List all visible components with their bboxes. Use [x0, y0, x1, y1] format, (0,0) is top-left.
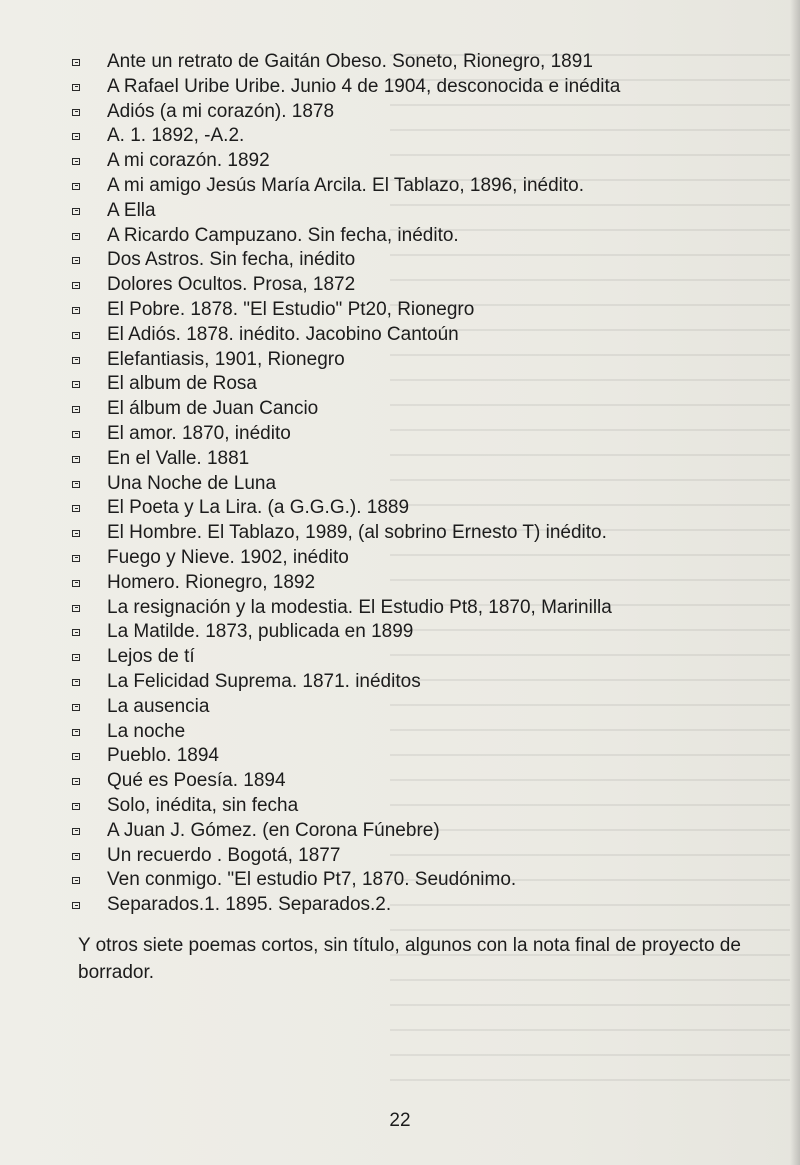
list-item: [72, 372, 772, 397]
list-item: [72, 744, 772, 769]
list-item-text: El amor. 1870, inédito: [107, 422, 291, 444]
square-bullet-icon: [72, 282, 80, 289]
list-item: [72, 422, 772, 447]
list-item-text: A Ella: [107, 199, 156, 221]
square-bullet-icon: [72, 133, 80, 140]
list-item-text: Lejos de tí: [107, 646, 195, 668]
list-item-text: Separados.1. 1895. Separados.2.: [107, 894, 392, 916]
square-bullet-icon: [72, 530, 80, 537]
square-bullet-icon: [72, 580, 80, 587]
closing-note: Y otros siete poemas cortos, sin título, algunos con la nota final de proyecto de borrador.: [78, 935, 741, 983]
list-item: [72, 224, 772, 249]
square-bullet-icon: [72, 332, 80, 339]
square-bullet-icon: [72, 605, 80, 612]
list-item-text: A mi corazón. 1892: [107, 150, 270, 172]
list-item: [72, 273, 772, 298]
square-bullet-icon: [72, 803, 80, 810]
list-item: [72, 695, 772, 720]
square-bullet-icon: [72, 902, 80, 909]
square-bullet-icon: [72, 357, 80, 364]
list-item: [72, 348, 772, 373]
square-bullet-icon: [72, 505, 80, 512]
square-bullet-icon: [72, 555, 80, 562]
list-item-text: Pueblo. 1894: [107, 745, 219, 767]
list-item: [72, 868, 772, 893]
list-item: [72, 100, 772, 125]
list-item-text: El Hombre. El Tablazo, 1989, (al sobrino Ernesto T) inédito.: [107, 522, 607, 544]
list-item-text: Fuego y Nieve. 1902, inédito: [107, 546, 349, 568]
list-item-text: La noche: [107, 720, 186, 742]
square-bullet-icon: [72, 307, 80, 314]
list-item-text: A Rafael Uribe Uribe. Junio 4 de 1904, desconocida e inédita: [107, 75, 621, 97]
list-item: [72, 819, 772, 844]
square-bullet-icon: [72, 654, 80, 661]
square-bullet-icon: [72, 59, 80, 66]
list-item: [72, 124, 772, 149]
list-item-text: El álbum de Juan Cancio: [107, 398, 319, 420]
square-bullet-icon: [72, 257, 80, 264]
square-bullet-icon: [72, 481, 80, 488]
list-item-text: A. 1. 1892, -A.2.: [107, 125, 245, 147]
square-bullet-icon: [72, 233, 80, 240]
list-item: [72, 670, 772, 695]
square-bullet-icon: [72, 877, 80, 884]
list-item-text: La Matilde. 1873, publicada en 1899: [107, 621, 414, 643]
square-bullet-icon: [72, 828, 80, 835]
list-item-text: En el Valle. 1881: [107, 447, 250, 469]
list-item: [72, 174, 772, 199]
list-item-text: Adiós (a mi corazón). 1878: [107, 100, 335, 122]
list-item: [72, 149, 772, 174]
list-item-text: El album de Rosa: [107, 373, 257, 395]
list-item-text: El Adiós. 1878. inédito. Jacobino Cantoún: [107, 323, 459, 345]
list-item-text: La ausencia: [107, 695, 210, 717]
list-item: [72, 323, 772, 348]
square-bullet-icon: [72, 778, 80, 785]
square-bullet-icon: [72, 183, 80, 190]
list-item: [72, 571, 772, 596]
list-item-text: Ante un retrato de Gaitán Obeso. Soneto, Rionegro, 1891: [107, 51, 593, 72]
list-item: [72, 720, 772, 745]
list-item: [72, 248, 772, 273]
square-bullet-icon: [72, 456, 80, 463]
square-bullet-icon: [72, 629, 80, 636]
square-bullet-icon: [72, 729, 80, 736]
list-item-text: Solo, inédita, sin fecha: [107, 794, 299, 816]
square-bullet-icon: [72, 704, 80, 711]
square-bullet-icon: [72, 381, 80, 388]
square-bullet-icon: [72, 84, 80, 91]
list-item-text: Ven conmigo. "El estudio Pt7, 1870. Seudónimo.: [107, 869, 517, 891]
list-item-text: Un recuerdo . Bogotá, 1877: [107, 844, 341, 866]
square-bullet-icon: [72, 679, 80, 686]
list-item: [72, 199, 772, 224]
list-item: [72, 645, 772, 670]
list-item-text: Elefantiasis, 1901, Rionegro: [107, 348, 345, 370]
square-bullet-icon: [72, 853, 80, 860]
list-item: [72, 769, 772, 794]
list-item-text: A Juan J. Gómez. (en Corona Fúnebre): [107, 819, 440, 841]
list-item-text: Una Noche de Luna: [107, 472, 277, 494]
list-item: [72, 472, 772, 497]
list-item-text: La Felicidad Suprema. 1871. inéditos: [107, 670, 421, 692]
list-item: [72, 794, 772, 819]
list-item-text: Dos Astros. Sin fecha, inédito: [107, 249, 356, 271]
square-bullet-icon: [72, 406, 80, 413]
list-item-text: Homero. Rionegro, 1892: [107, 571, 316, 593]
list-item-text: A Ricardo Campuzano. Sin fecha, inédito.: [107, 224, 459, 246]
poem-list: [72, 50, 772, 918]
page-number: 22: [389, 1110, 411, 1131]
square-bullet-icon: [72, 109, 80, 116]
list-item: [72, 521, 772, 546]
list-item: [72, 50, 772, 75]
list-item: [72, 397, 772, 422]
list-item: [72, 75, 772, 100]
square-bullet-icon: [72, 158, 80, 165]
list-item: [72, 447, 772, 472]
list-item: [72, 844, 772, 869]
list-item-text: Dolores Ocultos. Prosa, 1872: [107, 274, 356, 296]
list-item: [72, 596, 772, 621]
list-item-text: El Pobre. 1878. "El Estudio" Pt20, Rionegro: [107, 298, 475, 320]
list-item: [72, 496, 772, 521]
list-item-text: La resignación y la modestia. El Estudio Pt8, 1870, Marinilla: [107, 596, 612, 618]
list-item: [72, 546, 772, 571]
square-bullet-icon: [72, 431, 80, 438]
list-item: [72, 620, 772, 645]
list-item: [72, 298, 772, 323]
list-item-text: Qué es Poesía. 1894: [107, 770, 286, 792]
list-item-text: A mi amigo Jesús María Arcila. El Tablazo, 1896, inédito.: [107, 174, 585, 196]
square-bullet-icon: [72, 208, 80, 215]
list-item-text: El Poeta y La Lira. (a G.G.G.). 1889: [107, 497, 410, 519]
page-edge-shadow: [790, 0, 800, 1165]
square-bullet-icon: [72, 753, 80, 760]
list-item: [72, 893, 772, 918]
